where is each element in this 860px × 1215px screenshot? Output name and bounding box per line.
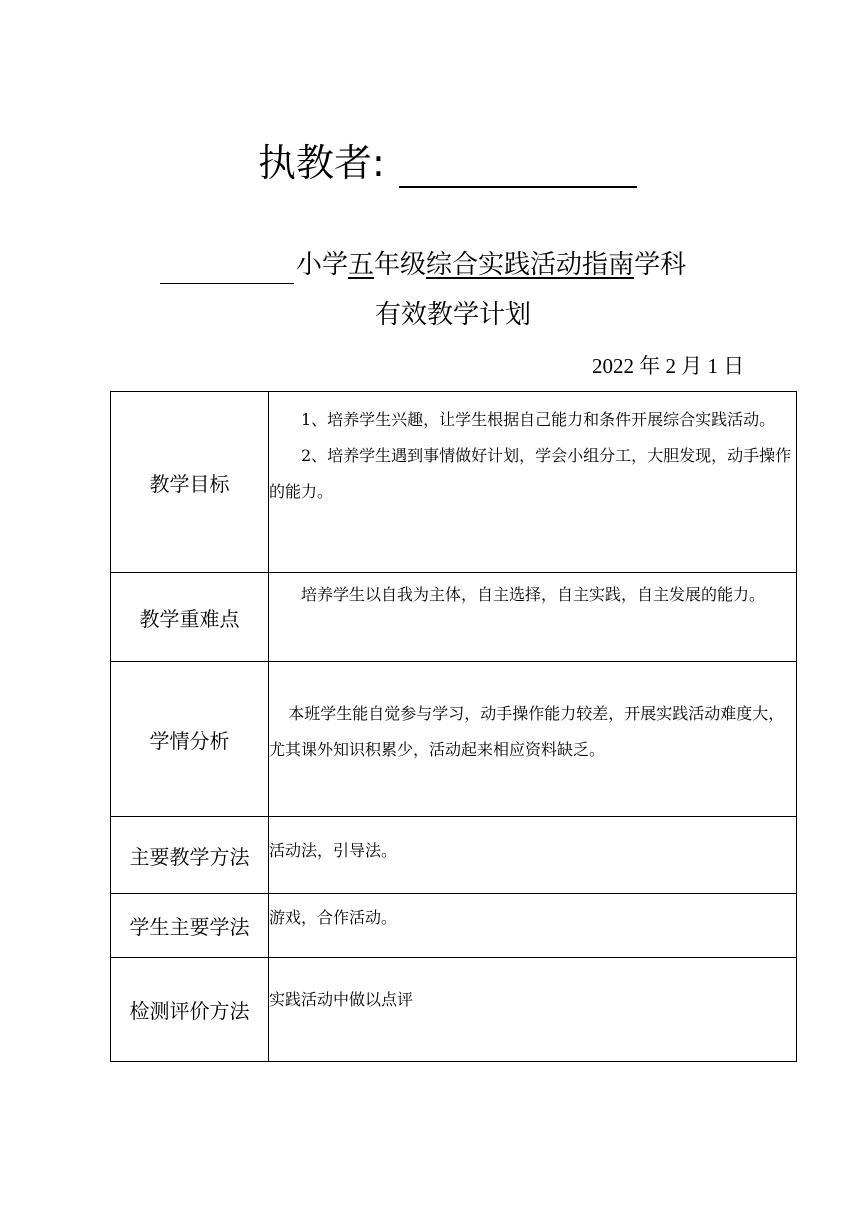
row-content-assessment [269, 958, 797, 1062]
row-content-study-methods [269, 894, 797, 958]
row-content-learning-analysis [269, 662, 797, 817]
teacher-label: 执教者: [258, 141, 385, 185]
table-row [111, 392, 797, 573]
school-name-blank [160, 251, 294, 284]
plan-date: 2022 年 2 月 1 日 [592, 354, 745, 378]
row-content-teaching-methods [269, 817, 797, 894]
row-label-assessment: 检测评价方法 [111, 958, 269, 1062]
goal-paragraph-2: 2、培养学生遇到事情做好计划，学会小组分工，大胆发现，动手操作的能力。 [269, 446, 792, 501]
learning-analysis-paragraph: 本班学生能自觉参与学习，动手操作能力较差，开展实践活动难度大，尤其课外知识积累少，活动起来相应资料缺乏。 [269, 704, 785, 759]
goal-paragraph-1: 1、培养学生兴趣，让学生根据自己能力和条件开展综合实践活动。 [301, 410, 776, 429]
table-row [111, 958, 797, 1062]
key-points-paragraph: 培养学生以自我为主体，自主选择，自主实践，自主发展的能力。 [301, 585, 766, 604]
table-row [111, 817, 797, 894]
teaching-methods-text: 活动法，引导法。 [269, 841, 398, 860]
table-row [111, 573, 797, 662]
row-label-study-methods: 学生主要学法 [111, 894, 269, 958]
teacher-name-blank [399, 140, 637, 188]
title-grade-suffix: 年级 [374, 250, 427, 280]
title-school-suffix: 小学 [296, 250, 349, 280]
row-label-learning-analysis: 学情分析 [111, 662, 269, 817]
assessment-text: 实践活动中做以点评 [269, 990, 414, 1009]
teacher-line [258, 128, 637, 188]
title-subject-suffix: 学科 [634, 250, 687, 280]
row-content-key-points [269, 573, 797, 662]
plan-table [110, 391, 797, 1062]
plan-subtitle: 有效教学计划 [374, 300, 531, 330]
row-label-teaching-goals: 教学目标 [111, 392, 269, 573]
study-methods-text: 游戏，合作活动。 [269, 908, 398, 927]
row-label-teaching-methods: 主要教学方法 [111, 817, 269, 894]
row-label-key-points: 教学重难点 [111, 573, 269, 662]
plan-title [160, 244, 686, 284]
title-grade: 五 [348, 250, 375, 280]
table-row [111, 894, 797, 958]
title-subject: 综合实践活动指南 [426, 250, 635, 280]
row-content-teaching-goals [269, 392, 797, 573]
table-row [111, 662, 797, 817]
